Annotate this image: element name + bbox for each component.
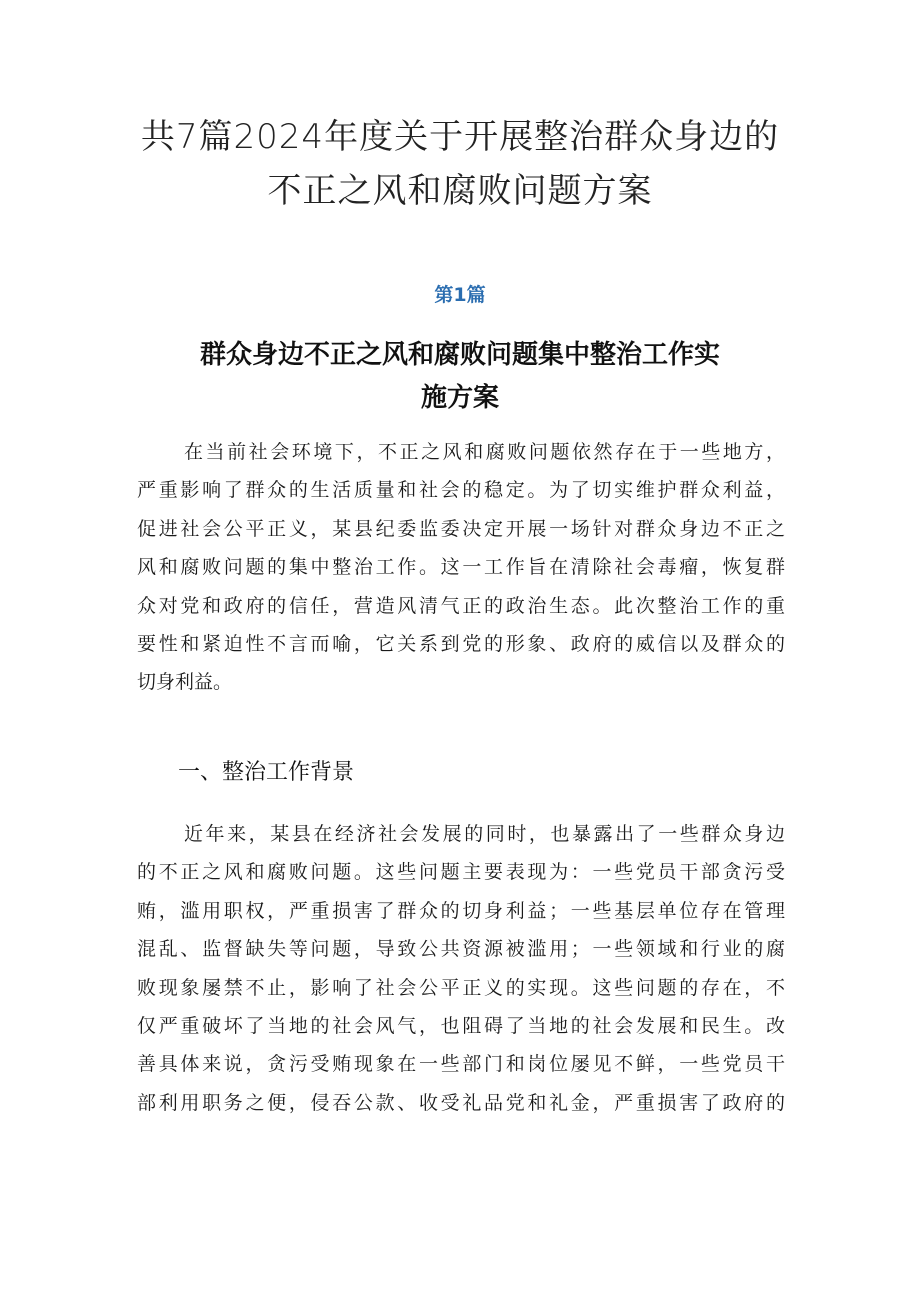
section-heading: 一、整治工作背景 (178, 760, 355, 785)
paragraph-line: 败现象屡禁不止，影响了社会公平正义的实现。这些问题的存在，不 (137, 976, 785, 999)
part-label: 第1篇 (434, 284, 486, 306)
paragraph-line: 部利用职务之便，侵吞公款、收受礼品党和礼金，严重损害了政府的 (137, 1091, 785, 1114)
intro-paragraph (137, 433, 785, 702)
paragraph-line: 善具体来说，贪污受贿现象在一些部门和岗位屡见不鲜，一些党员干 (137, 1053, 785, 1076)
document-title-line: 共7篇2024年度关于开展整治群众身边的 (140, 117, 780, 157)
paragraph-line: 风和腐败问题的集中整治工作。这一工作旨在清除社会毒瘤，恢复群 (137, 556, 785, 579)
document-title-line: 不正之风和腐败问题方案 (267, 171, 653, 211)
paragraph-line: 混乱、监督缺失等问题，导致公共资源被滥用；一些领域和行业的腐 (137, 938, 785, 961)
document-title (0, 110, 920, 218)
background-paragraph (137, 815, 785, 1122)
paragraph-line: 促进社会公平正义，某县纪委监委决定开展一场针对群众身边不正之 (137, 517, 785, 540)
paragraph-line: 的不正之风和腐败问题。这些问题主要表现为：一些党员干部贪污受 (137, 861, 785, 884)
article-title-line: 施方案 (420, 383, 499, 413)
paragraph-line: 要性和紧迫性不言而喻，它关系到党的形象、政府的威信以及群众的 (137, 632, 785, 655)
article-title-line: 群众身边不正之风和腐败问题集中整治工作实 (199, 340, 720, 370)
paragraph-line: 仅严重破坏了当地的社会风气，也阻碍了当地的社会发展和民生。改 (137, 1014, 785, 1037)
paragraph-line: 贿，滥用职权，严重损害了群众的切身利益；一些基层单位存在管理 (137, 899, 785, 922)
paragraph-line: 众对党和政府的信任，营造风清气正的政治生态。此次整治工作的重 (137, 594, 785, 617)
paragraph-line: 切身利益。 (137, 671, 233, 694)
paragraph-line: 在当前社会环境下，不正之风和腐败问题依然存在于一些地方， (184, 441, 785, 463)
article-title (0, 334, 920, 420)
paragraph-line: 近年来，某县在经济社会发展的同时，也暴露出了一些群众身边 (184, 823, 785, 845)
paragraph-line: 严重影响了群众的生活质量和社会的稳定。为了切实维护群众利益， (137, 479, 785, 502)
